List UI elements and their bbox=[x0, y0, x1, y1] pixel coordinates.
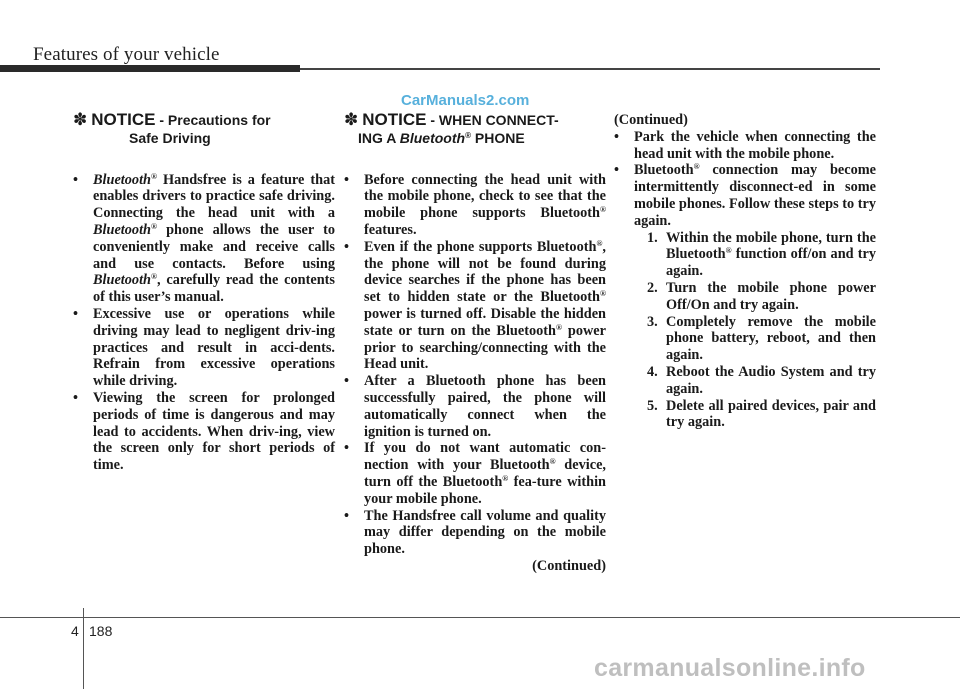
notice-word: NOTICE bbox=[91, 110, 156, 129]
step-item: 5. Delete all paired devices, pair and try again. bbox=[647, 397, 876, 431]
column-3 bbox=[614, 112, 876, 431]
list-item: • Park the vehicle when connecting the head unit with the mobile phone. bbox=[614, 129, 876, 163]
notice-subtitle: - WHEN CONNECT- bbox=[426, 112, 559, 128]
notice-subtitle: - Precautions for bbox=[155, 112, 271, 128]
step-item: 3. Completely remove the mobile phone battery, reboot, and then again. bbox=[647, 313, 876, 364]
list-item: • Excessive use or operations while driving may lead to negligent driv-ing practices and result in acci-dents. Refrain from excessive operations while driving. bbox=[73, 306, 335, 390]
notice-heading-safe-driving bbox=[73, 112, 335, 147]
footer-divider bbox=[83, 608, 84, 689]
numbered-steps bbox=[614, 230, 876, 432]
list-item: • Before connecting the head unit with the mobile phone, check to see that the mobile phone supports Bluetooth® features. bbox=[344, 172, 606, 239]
notice-star-icon: ✽ bbox=[73, 110, 88, 129]
footer-rule bbox=[0, 617, 960, 618]
column-2 bbox=[344, 112, 606, 575]
watermark-top[interactable]: CarManuals2.com bbox=[401, 92, 530, 109]
list-item: • After a Bluetooth phone has been successfully paired, the phone will automatically connect when the ignition is turned on. bbox=[344, 373, 606, 440]
list-item: • The Handsfree call volume and quality may differ depending on the mobile phone. bbox=[344, 508, 606, 558]
step-item: 4. Reboot the Audio System and try again. bbox=[647, 363, 876, 397]
continued-label: (Continued) bbox=[532, 557, 606, 574]
list-item: • Viewing the screen for prolonged periods of time is dangerous and may lead to accidents. When driv-ing, view the screen only for short periods of time. bbox=[73, 390, 335, 474]
notice-word: NOTICE bbox=[362, 110, 427, 129]
step-item: 1. Within the mobile phone, turn the Bluetooth® function off/on and try again. bbox=[647, 229, 876, 280]
notice-subtitle-line2: Safe Driving bbox=[129, 129, 211, 146]
list-item: • Bluetooth® connection may become intermittently disconnect-ed in some mobile phones. Follow these steps to try again. bbox=[614, 162, 876, 229]
section-number: 4 bbox=[71, 623, 79, 639]
list-item: • Bluetooth® Handsfree is a feature that enables drivers to practice safe driving. Connecting the head unit with a Bluetooth® phone allows the user to conveniently make and receive calls and use contacts. Before using Bluetooth®, carefully read the contents of this user’s manual. bbox=[73, 172, 335, 306]
step-item: 2. Turn the mobile phone power Off/On and try again. bbox=[647, 279, 876, 313]
page-number: 188 bbox=[89, 623, 113, 639]
continued-label: (Continued) bbox=[614, 112, 688, 128]
column-1 bbox=[73, 112, 335, 474]
list-item: • Even if the phone supports Bluetooth®, the phone will not be found during device searches if the phone has been set to hidden state or the Bluetooth® power is turned off. Disable the hidden state or turn on the Bluetooth® power prior to searching/connecting with the Head unit. bbox=[344, 239, 606, 373]
notice-star-icon: ✽ bbox=[344, 110, 359, 129]
watermark-bottom[interactable]: carmanualsonline.info bbox=[594, 654, 866, 682]
notice-heading-connecting-phone bbox=[344, 112, 606, 147]
header-bar bbox=[0, 65, 300, 72]
list-item: • If you do not want automatic con-nection with your Bluetooth® device, turn off the Bluetooth® fea-ture within your mobile phone. bbox=[344, 440, 606, 507]
page-header-title: Features of your vehicle bbox=[33, 44, 220, 65]
notice-subtitle-line2: ING A Bluetooth® PHONE bbox=[358, 129, 525, 146]
